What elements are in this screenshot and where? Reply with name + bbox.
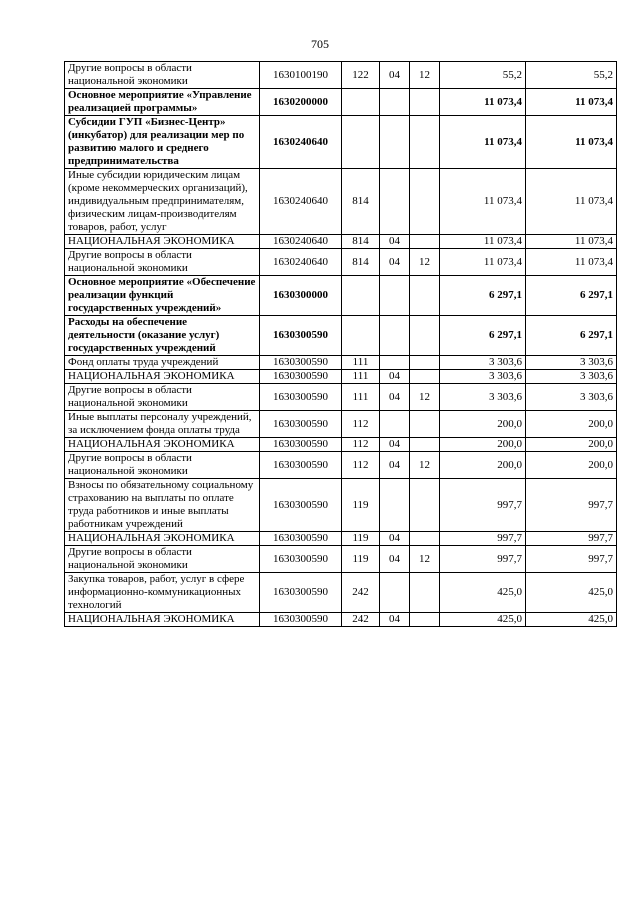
row-expense-type: 119 <box>342 532 380 546</box>
row-code: 1630300590 <box>260 411 342 438</box>
row-amount-2: 3 303,6 <box>526 384 617 411</box>
row-section <box>380 169 410 235</box>
row-expense-type: 242 <box>342 613 380 627</box>
row-code: 1630300590 <box>260 384 342 411</box>
row-subsection <box>410 370 440 384</box>
row-expense-type: 119 <box>342 546 380 573</box>
row-expense-type: 119 <box>342 479 380 532</box>
table-row <box>65 438 617 452</box>
table-row <box>65 479 617 532</box>
row-code: 1630300590 <box>260 573 342 613</box>
table-row <box>65 116 617 169</box>
row-subsection: 12 <box>410 384 440 411</box>
row-subsection <box>410 316 440 356</box>
table-body <box>65 62 617 627</box>
row-expense-type: 122 <box>342 62 380 89</box>
row-name: НАЦИОНАЛЬНАЯ ЭКОНОМИКА <box>65 613 260 627</box>
row-code: 1630300590 <box>260 316 342 356</box>
row-subsection: 12 <box>410 249 440 276</box>
row-expense-type: 242 <box>342 573 380 613</box>
row-expense-type <box>342 89 380 116</box>
budget-table <box>64 61 617 627</box>
row-subsection <box>410 573 440 613</box>
row-amount-2: 11 073,4 <box>526 249 617 276</box>
row-amount-2: 200,0 <box>526 452 617 479</box>
row-subsection <box>410 613 440 627</box>
row-amount-1: 6 297,1 <box>440 276 526 316</box>
row-code: 1630100190 <box>260 62 342 89</box>
row-name: НАЦИОНАЛЬНАЯ ЭКОНОМИКА <box>65 438 260 452</box>
page-number: 705 <box>311 37 329 51</box>
row-expense-type <box>342 276 380 316</box>
row-code: 1630300590 <box>260 356 342 370</box>
table-row <box>65 452 617 479</box>
row-name: Другие вопросы в области национальной экономики <box>65 249 260 276</box>
table-row <box>65 169 617 235</box>
row-section: 04 <box>380 546 410 573</box>
row-code: 1630240640 <box>260 116 342 169</box>
row-name: Фонд оплаты труда учреждений <box>65 356 260 370</box>
row-name: Другие вопросы в области национальной экономики <box>65 452 260 479</box>
row-expense-type: 112 <box>342 438 380 452</box>
row-subsection <box>410 116 440 169</box>
row-amount-1: 3 303,6 <box>440 370 526 384</box>
row-subsection <box>410 356 440 370</box>
row-section: 04 <box>380 438 410 452</box>
table-row <box>65 546 617 573</box>
row-amount-1: 997,7 <box>440 479 526 532</box>
row-expense-type: 112 <box>342 411 380 438</box>
row-amount-1: 11 073,4 <box>440 249 526 276</box>
row-subsection: 12 <box>410 62 440 89</box>
row-subsection <box>410 438 440 452</box>
row-section: 04 <box>380 370 410 384</box>
row-code: 1630300590 <box>260 479 342 532</box>
row-amount-2: 11 073,4 <box>526 235 617 249</box>
row-amount-1: 200,0 <box>440 438 526 452</box>
row-amount-1: 11 073,4 <box>440 235 526 249</box>
row-amount-2: 55,2 <box>526 62 617 89</box>
row-name: НАЦИОНАЛЬНАЯ ЭКОНОМИКА <box>65 235 260 249</box>
table-row <box>65 62 617 89</box>
row-code: 1630240640 <box>260 249 342 276</box>
row-code: 1630300590 <box>260 452 342 479</box>
table-row <box>65 384 617 411</box>
row-amount-1: 200,0 <box>440 411 526 438</box>
row-code: 1630240640 <box>260 169 342 235</box>
row-code: 1630240640 <box>260 235 342 249</box>
row-section <box>380 356 410 370</box>
row-name: Основное мероприятие «Обеспечение реализации функций государственных учреждений» <box>65 276 260 316</box>
row-section: 04 <box>380 452 410 479</box>
row-amount-2: 997,7 <box>526 479 617 532</box>
row-name: Взносы по обязательному социальному страхованию на выплаты по оплате труда работников и иные выплаты работникам учреждений <box>65 479 260 532</box>
row-code: 1630200000 <box>260 89 342 116</box>
row-code: 1630300000 <box>260 276 342 316</box>
row-section <box>380 479 410 532</box>
row-code: 1630300590 <box>260 613 342 627</box>
row-expense-type: 814 <box>342 235 380 249</box>
row-expense-type <box>342 116 380 169</box>
row-name: Другие вопросы в области национальной экономики <box>65 546 260 573</box>
row-code: 1630300590 <box>260 546 342 573</box>
row-amount-2: 3 303,6 <box>526 370 617 384</box>
row-expense-type: 111 <box>342 356 380 370</box>
row-amount-1: 55,2 <box>440 62 526 89</box>
row-section <box>380 411 410 438</box>
row-amount-1: 425,0 <box>440 573 526 613</box>
row-section: 04 <box>380 613 410 627</box>
row-subsection <box>410 276 440 316</box>
row-expense-type: 112 <box>342 452 380 479</box>
row-section: 04 <box>380 62 410 89</box>
row-section <box>380 316 410 356</box>
row-amount-1: 997,7 <box>440 546 526 573</box>
row-amount-1: 3 303,6 <box>440 384 526 411</box>
row-code: 1630300590 <box>260 532 342 546</box>
row-amount-2: 200,0 <box>526 411 617 438</box>
row-expense-type <box>342 316 380 356</box>
row-section <box>380 116 410 169</box>
row-amount-1: 3 303,6 <box>440 356 526 370</box>
row-amount-2: 425,0 <box>526 573 617 613</box>
row-name: НАЦИОНАЛЬНАЯ ЭКОНОМИКА <box>65 532 260 546</box>
table-row <box>65 613 617 627</box>
row-amount-2: 997,7 <box>526 532 617 546</box>
row-amount-1: 997,7 <box>440 532 526 546</box>
row-name: Закупка товаров, работ, услуг в сфере информационно-коммуникационных технологий <box>65 573 260 613</box>
row-amount-2: 11 073,4 <box>526 89 617 116</box>
row-name: Основное мероприятие «Управление реализацией программы» <box>65 89 260 116</box>
row-name: НАЦИОНАЛЬНАЯ ЭКОНОМИКА <box>65 370 260 384</box>
table-row <box>65 249 617 276</box>
row-section: 04 <box>380 384 410 411</box>
row-name: Другие вопросы в области национальной экономики <box>65 384 260 411</box>
row-expense-type: 111 <box>342 384 380 411</box>
row-amount-2: 11 073,4 <box>526 169 617 235</box>
row-subsection <box>410 411 440 438</box>
table-row <box>65 573 617 613</box>
row-name: Расходы на обеспечение деятельности (оказание услуг) государственных учреждений <box>65 316 260 356</box>
row-name: Другие вопросы в области национальной экономики <box>65 62 260 89</box>
row-code: 1630300590 <box>260 438 342 452</box>
row-amount-1: 11 073,4 <box>440 169 526 235</box>
row-expense-type: 111 <box>342 370 380 384</box>
row-subsection <box>410 479 440 532</box>
table-row <box>65 235 617 249</box>
table-row <box>65 411 617 438</box>
row-section <box>380 276 410 316</box>
row-expense-type: 814 <box>342 249 380 276</box>
row-amount-2: 997,7 <box>526 546 617 573</box>
row-amount-2: 6 297,1 <box>526 276 617 316</box>
row-code: 1630300590 <box>260 370 342 384</box>
row-amount-2: 3 303,6 <box>526 356 617 370</box>
row-section: 04 <box>380 249 410 276</box>
row-amount-2: 200,0 <box>526 438 617 452</box>
row-section: 04 <box>380 235 410 249</box>
row-amount-2: 6 297,1 <box>526 316 617 356</box>
table-row <box>65 89 617 116</box>
row-amount-1: 200,0 <box>440 452 526 479</box>
row-amount-1: 11 073,4 <box>440 89 526 116</box>
row-subsection: 12 <box>410 452 440 479</box>
row-amount-1: 11 073,4 <box>440 116 526 169</box>
row-section: 04 <box>380 532 410 546</box>
row-subsection: 12 <box>410 546 440 573</box>
row-subsection <box>410 235 440 249</box>
row-subsection <box>410 169 440 235</box>
row-amount-1: 425,0 <box>440 613 526 627</box>
row-name: Субсидии ГУП «Бизнес-Центр» (инкубатор) для реализации мер по развитию малого и среднего предпринимательства <box>65 116 260 169</box>
table-row <box>65 356 617 370</box>
row-subsection <box>410 89 440 116</box>
row-section <box>380 89 410 116</box>
table-row <box>65 370 617 384</box>
row-subsection <box>410 532 440 546</box>
row-amount-1: 6 297,1 <box>440 316 526 356</box>
row-name: Иные субсидии юридическим лицам (кроме некоммерческих организаций), индивидуальным предпринимателям, физическим лицам-производителям товаров, работ, услуг <box>65 169 260 235</box>
row-expense-type: 814 <box>342 169 380 235</box>
row-section <box>380 573 410 613</box>
row-name: Иные выплаты персоналу учреждений, за исключением фонда оплаты труда <box>65 411 260 438</box>
row-amount-2: 11 073,4 <box>526 116 617 169</box>
table-row <box>65 316 617 356</box>
table-row <box>65 276 617 316</box>
table-row <box>65 532 617 546</box>
row-amount-2: 425,0 <box>526 613 617 627</box>
